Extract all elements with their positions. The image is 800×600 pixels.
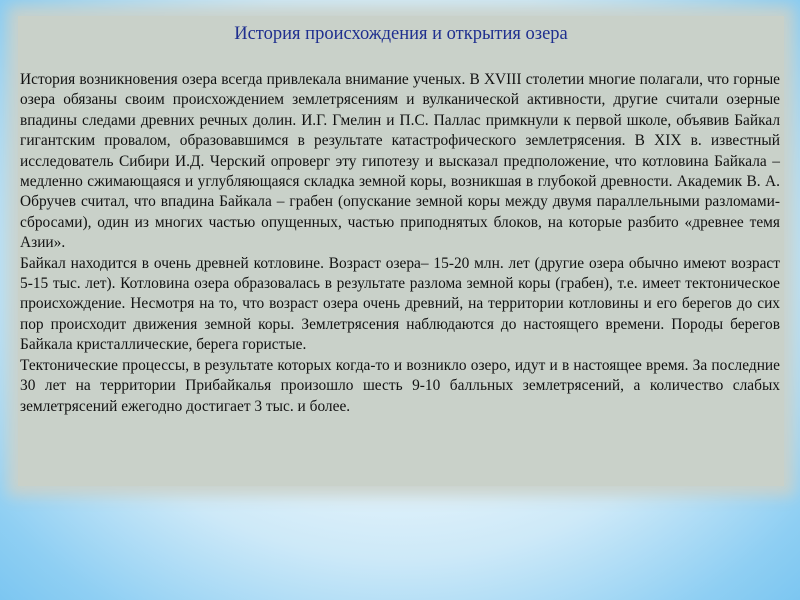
paragraph-history: История возникновения озера всегда привлекала внимание ученых. В XVIII столетии многие полагали, что горные озера обязаны своим происхождением землетрясениям и вулканической активности, другие считали озерные впадины следами древних речных долин. И.Г. Гмелин и П.С. Паллас примкнули к первой школе, объявив Байкал гигантским провалом, образовавшимся в результате катастрофического землетрясения. В XIX в. известный исследователь Сибири И.Д. Черский опроверг эту гипотезу и высказал предположение, что котловина Байкала – медленно сжимающаяся и углубляющаяся складка земной коры, возникшая в глубокой древности. Академик В. А. Обручев считал, что впадина Байкала – грабен (опускание земной коры между двумя параллельными разломами-сбросами), один из многих частью опущенных, частью приподнятых блоков, на которые разбито «древнее темя Азии». xyxy=(20,71,780,252)
paragraph-age: Байкал находится в очень древней котловине. Возраст озера– 15-20 млн. лет (другие озера обычно имеют возраст 5-15 тыс. лет). Котловина озера образовалась в результате разлома земной коры (грабен), т.е. имеет тектоническое происхождение. Несмотря на то, что возраст озера очень древний, на территории котловины и его берегов до сих пор происходит движения земной коры. Землетрясения наблюдаются до настоящего времени. Породы берегов Байкала кристаллические, берега гористые. xyxy=(20,254,780,354)
paragraph-tectonics: Тектонические процессы, в результате которых когда-то и возникло озеро, идут и в настоящее время. За последние 30 лет на территории Прибайкалья произошло шесть 9-10 балльных землетрясений, а количество слабых землетрясений ежегодно достигает 3 тыс. и более. xyxy=(20,356,780,415)
slide-title: История происхождения и открытия озера xyxy=(234,24,568,44)
body-text xyxy=(20,70,780,417)
